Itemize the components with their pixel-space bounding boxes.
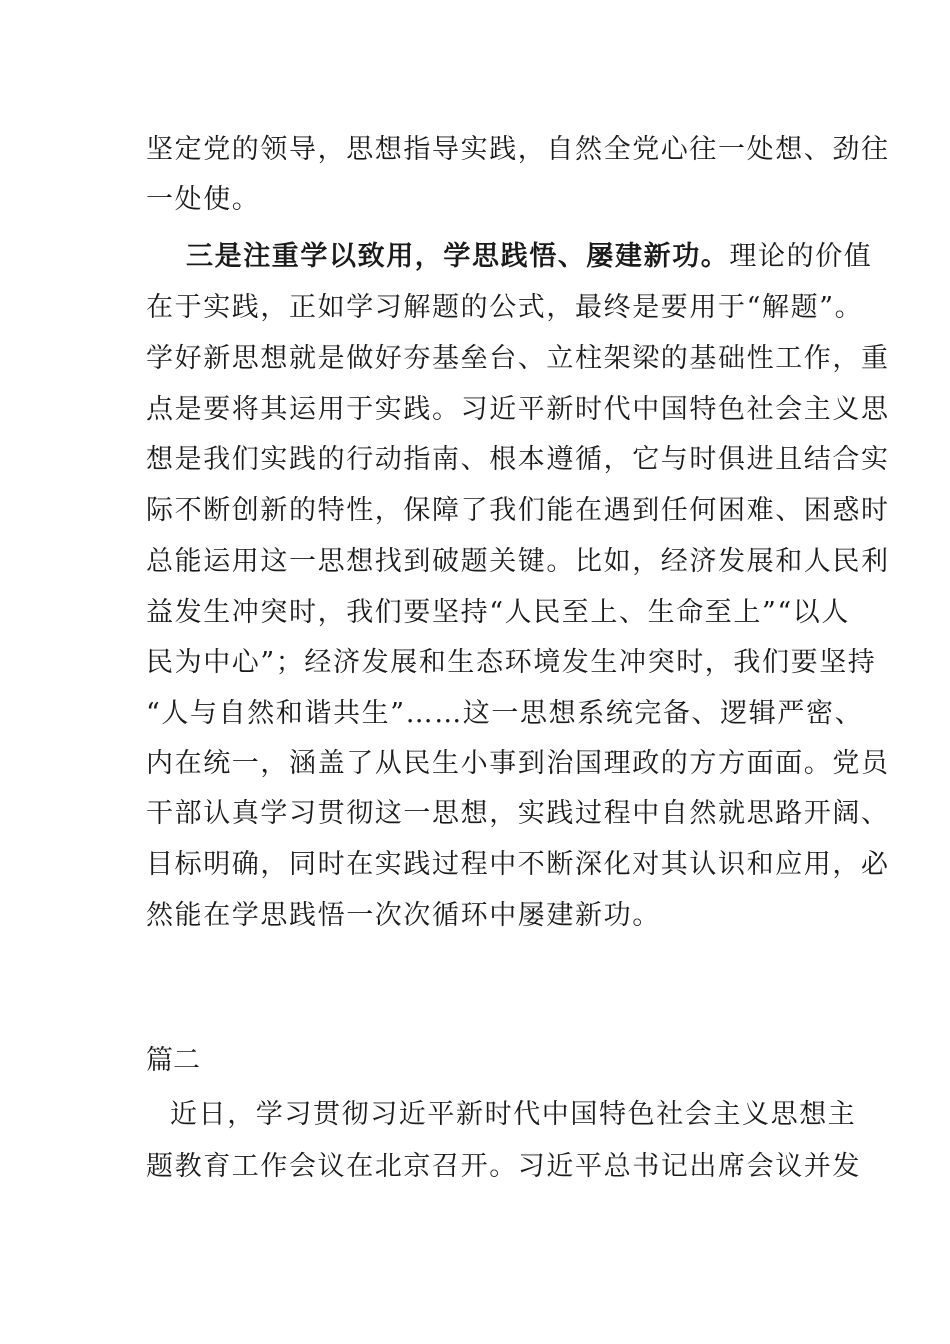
paragraph-line: 内在统一，涵盖了从民生小事到治国理政的方方面面。党员 xyxy=(146,748,890,779)
paragraph-line: 民为中心”；经济发展和生态环境发生冲突时，我们要坚持 xyxy=(146,647,877,678)
paragraph-line: 近日，学习贯彻习近平新时代中国特色社会主义思想主 xyxy=(170,1099,857,1130)
paragraph-lead-line xyxy=(186,240,872,274)
paragraph-lead-rest: 理论的价值 xyxy=(729,241,873,272)
paragraph-line: 总能运用这一思想找到破题关键。比如，经济发展和人民利 xyxy=(146,546,890,577)
paragraph-line: “人与自然和谐共生”……这一思想系统完备、逻辑严密、 xyxy=(146,698,864,729)
paragraph-line: 益发生冲突时，我们要坚持“人民至上、生命至上”“以人 xyxy=(146,597,851,628)
paragraph-line: 想是我们实践的行动指南、根本遵循，它与时俱进且结合实 xyxy=(146,444,890,475)
paragraph-line: 一处使。 xyxy=(146,184,261,215)
section-heading: 篇二 xyxy=(146,1045,200,1076)
paragraph-line: 题教育工作会议在北京召开。习近平总书记出席会议并发 xyxy=(146,1151,861,1182)
paragraph-line: 坚定党的领导，思想指导实践，自然全党心往一处想、劲往 xyxy=(146,134,890,165)
paragraph-lead-bold: 三是注重学以致用，学思践悟、屡建新功。 xyxy=(186,241,730,272)
paragraph-line: 在于实践，正如学习解题的公式，最终是要用于“解题”。 xyxy=(146,292,864,323)
paragraph-line: 点是要将其运用于实践。习近平新时代中国特色社会主义思 xyxy=(146,394,890,425)
paragraph-line: 目标明确，同时在实践过程中不断深化对其认识和应用，必 xyxy=(146,849,890,880)
paragraph-line: 然能在学思践悟一次次循环中屡建新功。 xyxy=(146,900,661,931)
paragraph-line: 际不断创新的特性，保障了我们能在遇到任何困难、困惑时 xyxy=(146,495,890,526)
paragraph-line: 学好新思想就是做好夯基垒台、立柱架梁的基础性工作，重 xyxy=(146,343,890,374)
paragraph-line: 干部认真学习贯彻这一思想，实践过程中自然就思路开阔、 xyxy=(146,798,890,829)
